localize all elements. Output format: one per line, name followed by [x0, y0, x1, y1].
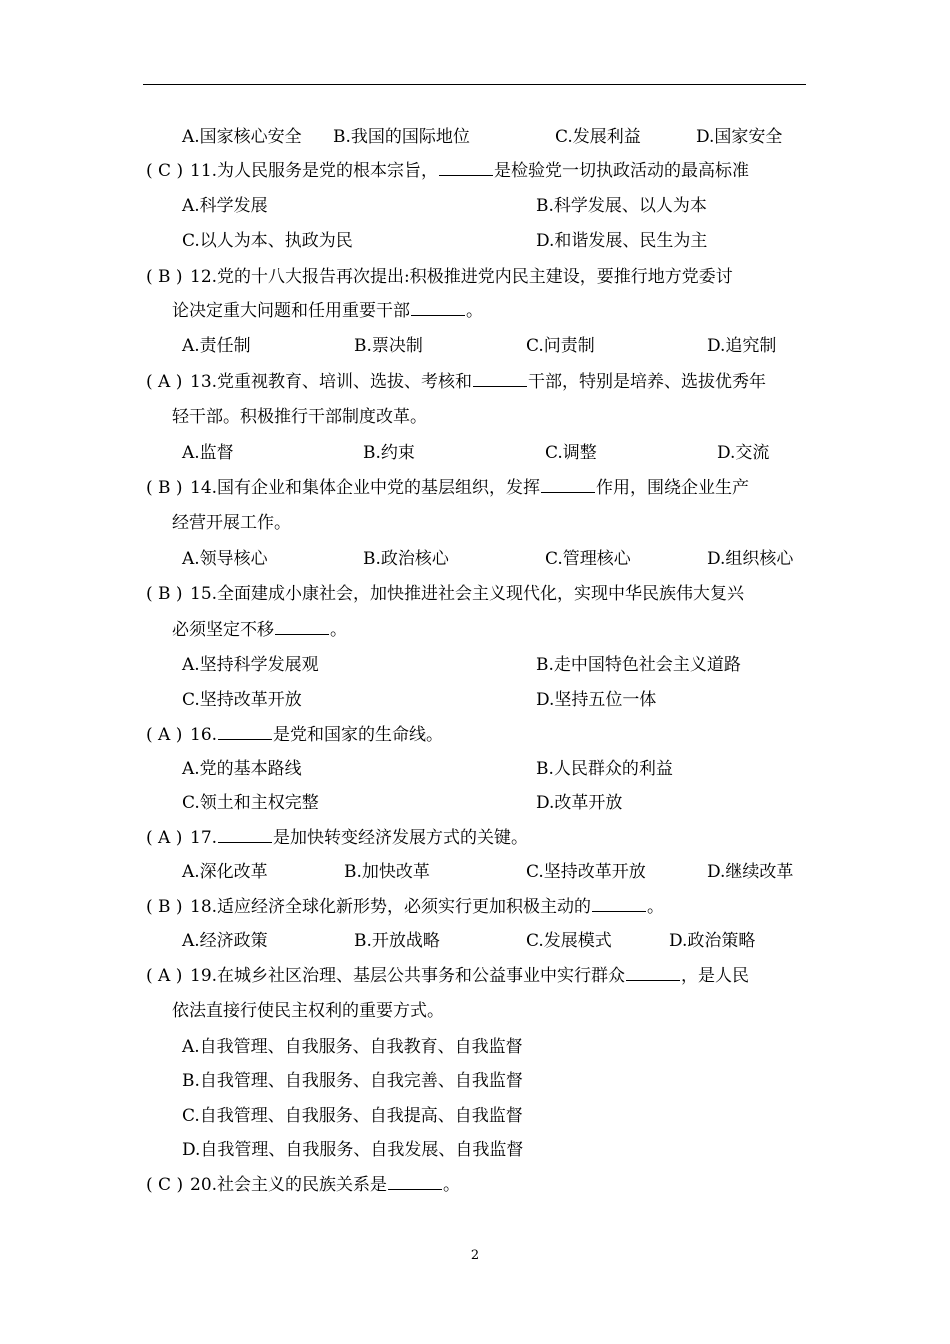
- question-text: 轻干部。积极推行干部制度改革。: [172, 407, 427, 427]
- answer: ( A ): [146, 828, 183, 848]
- option: B.走中国特色社会主义道路: [536, 655, 741, 675]
- fill-blank: [592, 894, 646, 912]
- option: A.经济政策: [182, 931, 268, 951]
- option: A.坚持科学发展观: [182, 655, 319, 675]
- option: C.领土和主权完整: [182, 793, 319, 813]
- option: C.坚持改革开放: [182, 690, 302, 710]
- option: C.坚持改革开放: [526, 862, 646, 882]
- option: B.自我管理、自我服务、自我完善、自我监督: [182, 1071, 523, 1091]
- question-text: 必须坚定不移 。: [172, 617, 347, 643]
- question-text: 15.全面建成小康社会，加快推进社会主义现代化，实现中华民族伟大复兴: [190, 584, 745, 604]
- answer: ( A ): [146, 725, 183, 745]
- option: B.约束: [363, 443, 415, 463]
- answer: ( B ): [146, 897, 183, 917]
- option: C.以人为本、执政为民: [182, 231, 353, 251]
- option: A.党的基本路线: [182, 759, 302, 779]
- fill-blank: [541, 475, 595, 493]
- option: C.发展模式: [526, 931, 612, 951]
- question-text: 11.为人民服务是党的根本宗旨， 是检验党一切执政活动的最高标准: [190, 158, 749, 184]
- option: A.监督: [182, 443, 234, 463]
- header-rule: [143, 84, 806, 85]
- fill-blank: [473, 369, 527, 387]
- fill-blank: [439, 158, 493, 176]
- option: D.追究制: [707, 336, 777, 356]
- question-text: 18.适应经济全球化新形势，必须实行更加积极主动的 。: [190, 894, 664, 920]
- fill-blank: [275, 617, 329, 635]
- option: A.自我管理、自我服务、自我教育、自我监督: [182, 1037, 523, 1057]
- question-text: 依法直接行使民主权利的重要方式。: [172, 1001, 444, 1021]
- option: D.组织核心: [707, 549, 794, 569]
- question-text: 19.在城乡社区治理、基层公共事务和公益事业中实行群众 ，是人民: [190, 963, 749, 989]
- option: D.交流: [717, 443, 770, 463]
- answer: ( A ): [146, 966, 183, 986]
- option: C.调整: [545, 443, 597, 463]
- option: A.领导核心: [182, 549, 268, 569]
- question-text: 13.党重视教育、培训、选拔、考核和 干部，特别是培养、选拔优秀年: [190, 369, 766, 395]
- question-text: 14.国有企业和集体企业中党的基层组织，发挥 作用，围绕企业生产: [190, 475, 749, 501]
- option: A.国家核心安全: [182, 127, 302, 147]
- option: C.发展利益: [555, 127, 641, 147]
- option: D.改革开放: [536, 793, 623, 813]
- fill-blank: [218, 722, 272, 740]
- option: B.政治核心: [363, 549, 449, 569]
- fill-blank: [218, 825, 272, 843]
- option: C.自我管理、自我服务、自我提高、自我监督: [182, 1106, 523, 1126]
- option: A.责任制: [182, 336, 251, 356]
- option: B.加快改革: [344, 862, 430, 882]
- option: C.问责制: [526, 336, 595, 356]
- answer: ( B ): [146, 478, 183, 498]
- option: B.人民群众的利益: [536, 759, 673, 779]
- answer: ( A ): [146, 372, 183, 392]
- fill-blank: [388, 1172, 442, 1190]
- question-text: 论决定重大问题和任用重要干部 。: [172, 298, 483, 324]
- answer: ( C ): [146, 1175, 184, 1195]
- question-text: 经营开展工作。: [172, 513, 291, 533]
- option: D.国家安全: [696, 127, 783, 147]
- fill-blank: [626, 963, 680, 981]
- option: A.深化改革: [182, 862, 268, 882]
- option: D.继续改革: [707, 862, 794, 882]
- option: D.政治策略: [669, 931, 756, 951]
- answer: ( B ): [146, 584, 183, 604]
- option: D.坚持五位一体: [536, 690, 657, 710]
- option: C.管理核心: [545, 549, 631, 569]
- option: D.和谐发展、民生为主: [536, 231, 708, 251]
- answer: ( B ): [146, 267, 183, 287]
- option: B.票决制: [354, 336, 423, 356]
- option: B.科学发展、以人为本: [536, 196, 707, 216]
- answer: ( C ): [146, 161, 184, 181]
- fill-blank: [411, 298, 465, 316]
- question-text: 12.党的十八大报告再次提出:积极推进党内民主建设，要推行地方党委讨: [190, 267, 733, 287]
- option: A.科学发展: [182, 196, 268, 216]
- page-number: 2: [470, 1248, 480, 1263]
- option: B.我国的国际地位: [333, 127, 470, 147]
- question-text: 20.社会主义的民族关系是 。: [190, 1172, 460, 1198]
- option: D.自我管理、自我服务、自我发展、自我监督: [182, 1140, 524, 1160]
- question-text: 17. 是加快转变经济发展方式的关键。: [190, 825, 528, 851]
- option: B.开放战略: [354, 931, 440, 951]
- question-text: 16. 是党和国家的生命线。: [190, 722, 443, 748]
